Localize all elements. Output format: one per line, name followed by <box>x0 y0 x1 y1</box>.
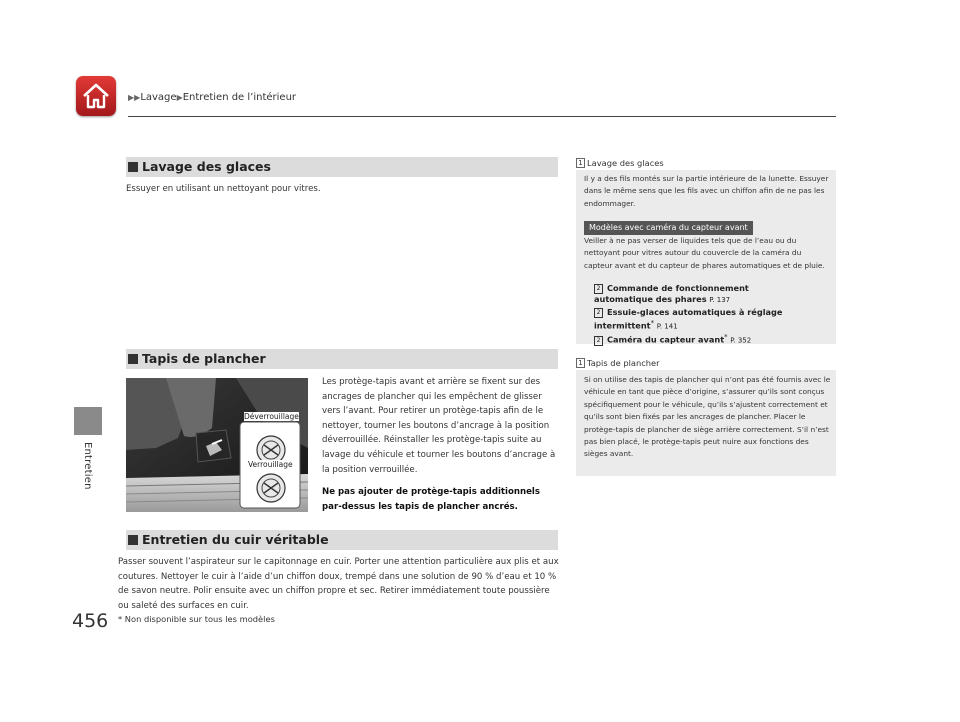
section-header-glass <box>126 157 558 177</box>
model-badge: Modèles avec caméra du capteur avant <box>584 221 753 235</box>
ref-link-headlights[interactable]: 2 Commande de fonctionnement automatique des phares P. 137 <box>594 283 749 304</box>
breadcrumb <box>128 92 296 103</box>
note-title-glass <box>576 158 664 168</box>
breadcrumb-item-lavage[interactable]: Lavage <box>140 92 177 103</box>
note-number-icon: 1 <box>576 358 585 368</box>
mats-text: Les protège-tapis avant et arrière se fixent sur des ancrages de plancher qui les empêchent de glisser vers l’avant. Pour retirer un protège-tapis afin de le nettoyer, tourner les boutons d’ancrage à la position déverrouillée. Réinstaller les protège-tapis suite au lavage du véhicule et tourner les boutons d’ancrage à la position verrouillée. <box>322 377 556 475</box>
leather-text: Passer souvent l’aspirateur sur le capitonnage en cuir. Porter une attention particulière aux plis et aux coutures. Nettoyer le cuir à l’aide d’un chiffon doux, trempé dans une solution de 90 % d’eau et 10 % de savon neutre. Polir ensuite avec un chiffon propre et sec. Retirer immédiatement toute poussière ou saleté des surfaces en cuir. <box>118 557 559 611</box>
breadcrumb-item-interieur[interactable]: Entretien de l’intérieur <box>182 92 297 103</box>
ref-arrow-icon: 2 <box>594 336 603 346</box>
section-square-icon <box>128 535 138 545</box>
section-square-icon <box>128 162 138 172</box>
mats-warning: Ne pas ajouter de protège-tapis additionnels par-dessus les tapis de plancher ancrés. <box>322 487 540 512</box>
section-title: Entretien du cuir véritable <box>142 532 329 547</box>
ref-link-camera[interactable]: 2 Caméra du capteur avant* P. 352 <box>594 332 804 347</box>
breadcrumb-arrow-icon: ▶ <box>176 93 183 102</box>
note-title-mats <box>576 358 660 368</box>
lock-label: Verrouillage <box>248 460 293 469</box>
ref-link-wipers[interactable]: 2 Essuie-glaces automatiques à réglage intermittent* P. 141 <box>594 307 783 331</box>
floor-mat-anchor-photo <box>126 378 308 512</box>
note-number-icon: 1 <box>576 158 585 168</box>
ref-arrow-icon: 2 <box>594 308 603 318</box>
chapter-tab <box>74 407 102 435</box>
ref-arrow-icon: 2 <box>594 284 603 294</box>
note-glass-text2: Veiller à ne pas verser de liquides tels que de l’eau ou du nettoyant pour vitres autour du couvercle de la caméra du capteur avant et du capteur de phares automatiques et de pluie. <box>584 236 825 270</box>
footnote: * Non disponible sur tous les modèles <box>118 614 275 624</box>
note-mats-text: Si on utilise des tapis de plancher qui n’ont pas été fournis avec le véhicule en tant que pièce d’origine, s’assurer qu’ils sont conçus spécifiquement pour le véhicule, qu’ils s’ajustent correctement et qu’ils sont bien fixés par les ancrages de plancher. Placer le protège-tapis de plancher de siège arrière correctement. S’il n’est pas bien placé, le protège-tapis peut nuire aux fonctions des sièges avant. <box>584 375 831 459</box>
breadcrumb-arrow-icon: ▶▶ <box>128 93 141 102</box>
section-square-icon <box>128 354 138 364</box>
section-header-leather <box>126 530 558 550</box>
glass-text: Essuyer en utilisant un nettoyant pour vitres. <box>126 184 321 194</box>
section-title: Lavage des glaces <box>142 159 271 174</box>
note-glass-text1: Il y a des fils montés sur la partie intérieure de la lunette. Essuyer dans le même sens que les fils avec un chiffon afin de ne pas les endommager. <box>584 174 829 208</box>
chapter-label: Entretien <box>82 442 93 490</box>
home-icon[interactable] <box>76 76 116 116</box>
page-number: 456 <box>72 610 109 632</box>
note-title-text: Tapis de plancher <box>587 358 660 368</box>
note-title-text: Lavage des glaces <box>587 158 664 168</box>
section-title: Tapis de plancher <box>142 351 266 366</box>
section-header-mats <box>126 349 558 369</box>
unlock-label: Déverrouillage <box>244 412 299 421</box>
header-divider <box>128 116 836 117</box>
